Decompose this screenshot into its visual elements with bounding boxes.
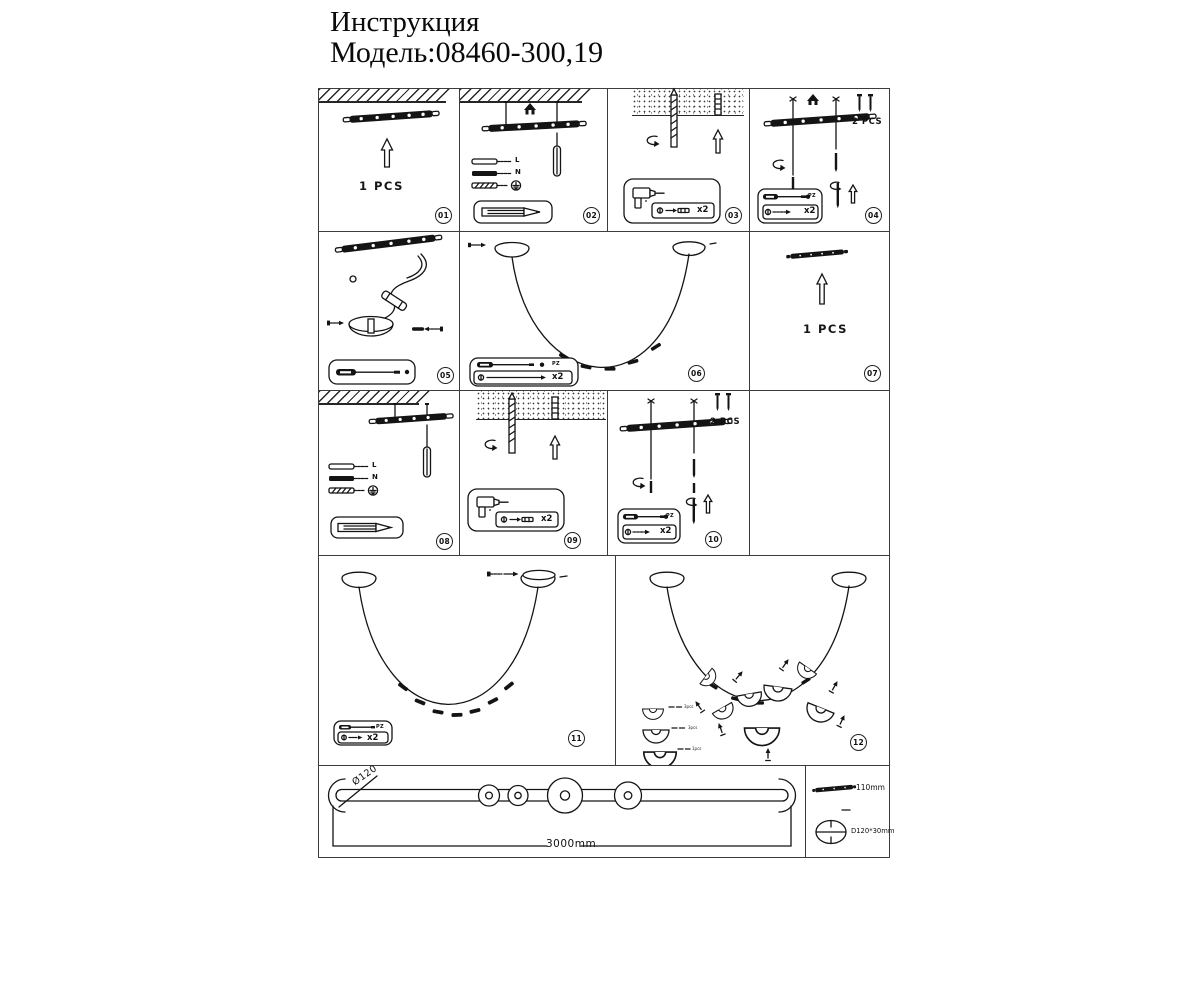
canopy-right-icon [832,572,866,587]
canopy-left-icon [495,243,529,258]
arrow-up-icon [382,139,393,167]
lamp-circle [615,782,642,809]
arrow-up-icon [817,274,827,304]
lampshade-icon [712,702,737,723]
wire-ground-icon [472,183,508,188]
rotate-arrow-icon [647,136,659,147]
tool-pz-label: PZ [552,361,560,367]
wire-neutral-label: N [372,473,378,481]
earth-ground-icon [368,486,377,495]
mounting-bar-icon [369,413,453,425]
rotate-arrow-icon [773,160,785,171]
screw-right-icon [412,327,443,332]
tool-box [468,489,564,531]
step-number-11: 11 [568,730,585,747]
screw-arrow-icon [829,680,839,693]
canopy-right-icon [521,570,555,587]
wire-live-label: L [515,156,520,164]
step-panel-07 [749,231,890,391]
cord-curve [359,587,538,704]
screw-head-icon [501,517,506,522]
tool-box [329,360,415,384]
canopy-left-icon [342,572,376,587]
drill-bit-icon [671,89,677,147]
lamp-segments [397,681,514,717]
wire-live-icon [472,159,511,164]
bracket-icon [812,784,856,792]
canopy-top-view-icon [816,821,846,844]
shade-size-label: 3pcs [684,704,694,709]
screw-qty-label: x2 [804,206,816,216]
screw-arrow-icon [779,658,790,671]
cord-curve [667,586,849,701]
step-panel-09 [459,390,608,556]
steps-grid [318,88,895,858]
step-number-03: 03 [725,207,742,224]
wire-live-icon [329,464,368,469]
wire-ground-icon [329,488,365,493]
step-number-08: 08 [436,533,453,550]
earth-ground-icon [511,181,520,190]
model-number: Модель:08460-300,19 [330,35,604,69]
screw-left-icon [327,321,344,326]
tool-pz-label: PZ [376,724,384,730]
screw-qty-label: x2 [552,372,564,382]
step-panel-03 [607,88,750,232]
arrow-up-icon [550,436,559,459]
step-number-01: 01 [435,207,452,224]
wire-neutral-label: N [515,168,521,176]
arrow-up-icon [849,185,857,203]
step-panel-08 [318,390,460,556]
parts-art [806,766,891,859]
shade-size-label: 1pcs [692,746,702,751]
screws-2pcs-icon [715,393,731,411]
length-label: 3000mm [546,838,597,850]
pencil-icon [331,517,403,538]
step-06-art [460,232,751,392]
screw-qty-label: x2 [367,733,379,743]
screw-turn-icon [686,498,697,524]
step-number-10: 10 [705,531,722,548]
lampshade-icon [803,703,834,726]
step-panel-01 [318,88,460,232]
step-number-02: 02 [583,207,600,224]
screw-left-icon [468,243,486,247]
screw-arrow-icon [733,670,745,683]
bracket-size-label: 110mm [856,783,885,792]
rotate-arrow-icon [485,440,497,451]
screw-arrow-icon [487,572,519,577]
lamp-circle [508,786,528,806]
mounting-bar-icon [335,234,442,254]
page-title: Инструкция [330,6,480,38]
screw-hole-icon [350,276,356,282]
step-panel-02 [459,88,608,232]
screw-turn-icon [830,182,841,208]
screw-arrow-icon [766,748,771,761]
mounting-bar-icon [343,110,439,124]
step-panel-10 [607,390,750,556]
press-mark-icon [807,94,819,105]
step-12-art [616,556,891,767]
pendant-rod-icon [554,133,561,176]
canopy-left-icon [650,572,684,587]
led-bar-icon [786,249,848,259]
step-number-09: 09 [564,532,581,549]
step-panel-06 [459,231,750,391]
qty-caption: 1 PCS [359,179,404,193]
pendant-rod-icon [424,425,431,477]
drill-bit-icon [509,393,515,453]
step-number-06: 06 [688,365,705,382]
lamp-circle [479,785,500,806]
arrow-up-icon [704,495,712,513]
wall-anchor-icon [715,94,721,115]
screw-head-icon [657,208,662,213]
anchor-qty-label: x2 [697,205,709,215]
lampshade-icon [794,662,817,682]
screw-arrow-icon [837,714,847,727]
step-number-07: 07 [864,365,881,382]
lampshade-icon [737,692,763,708]
diameter-label: Ø120 [350,763,380,788]
pencil-icon [474,201,552,223]
step-number-12: 12 [850,734,867,751]
step-08-art [319,391,461,557]
shade-size-label: 3pcs [688,725,698,730]
screw-arrow-icon [716,722,725,735]
lamp-circle [548,778,583,813]
shade-size-small-icon [643,709,664,719]
title-block [330,8,603,69]
shade-size-medium-icon [643,730,669,743]
tool-pz-label: PZ [666,513,674,519]
step-10-art [608,391,751,557]
press-mark-icon [524,103,536,115]
step-panel-04 [749,88,890,232]
wire-neutral-icon [329,476,368,481]
mounting-bar-icon [482,120,586,132]
parts-panel [805,765,895,858]
arrow-up-icon [713,130,722,153]
screw-arrow-icon [693,700,704,713]
rotate-arrow-icon [633,478,645,489]
pcs-label: 2 PCS [710,417,741,427]
qty-caption: 1 PCS [803,322,848,336]
wall-anchor-icon [552,397,558,419]
pcs-label: 2 PCS [852,117,883,127]
canopy-size-label: D120*30mm [851,827,895,835]
screws-2pcs-icon [857,94,873,112]
step-number-05: 05 [437,367,454,384]
step-panel-12 [615,555,890,766]
empty-panel [749,390,890,556]
tool-box [624,179,720,223]
wire-live-label: L [372,461,377,469]
screw-qty-label: x2 [660,526,672,536]
step-number-04: 04 [865,207,882,224]
step-panel-11 [318,555,616,766]
dimension-panel [318,765,806,858]
anchor-qty-label: x2 [541,514,553,524]
cord-curve [512,254,689,367]
step-panel-05 [318,231,460,391]
wire-neutral-icon [472,171,511,176]
step-09-art [460,391,609,557]
canopy-icon [349,317,393,337]
lampshade-icon [745,728,780,746]
tool-pz-label: PZ [808,193,816,199]
